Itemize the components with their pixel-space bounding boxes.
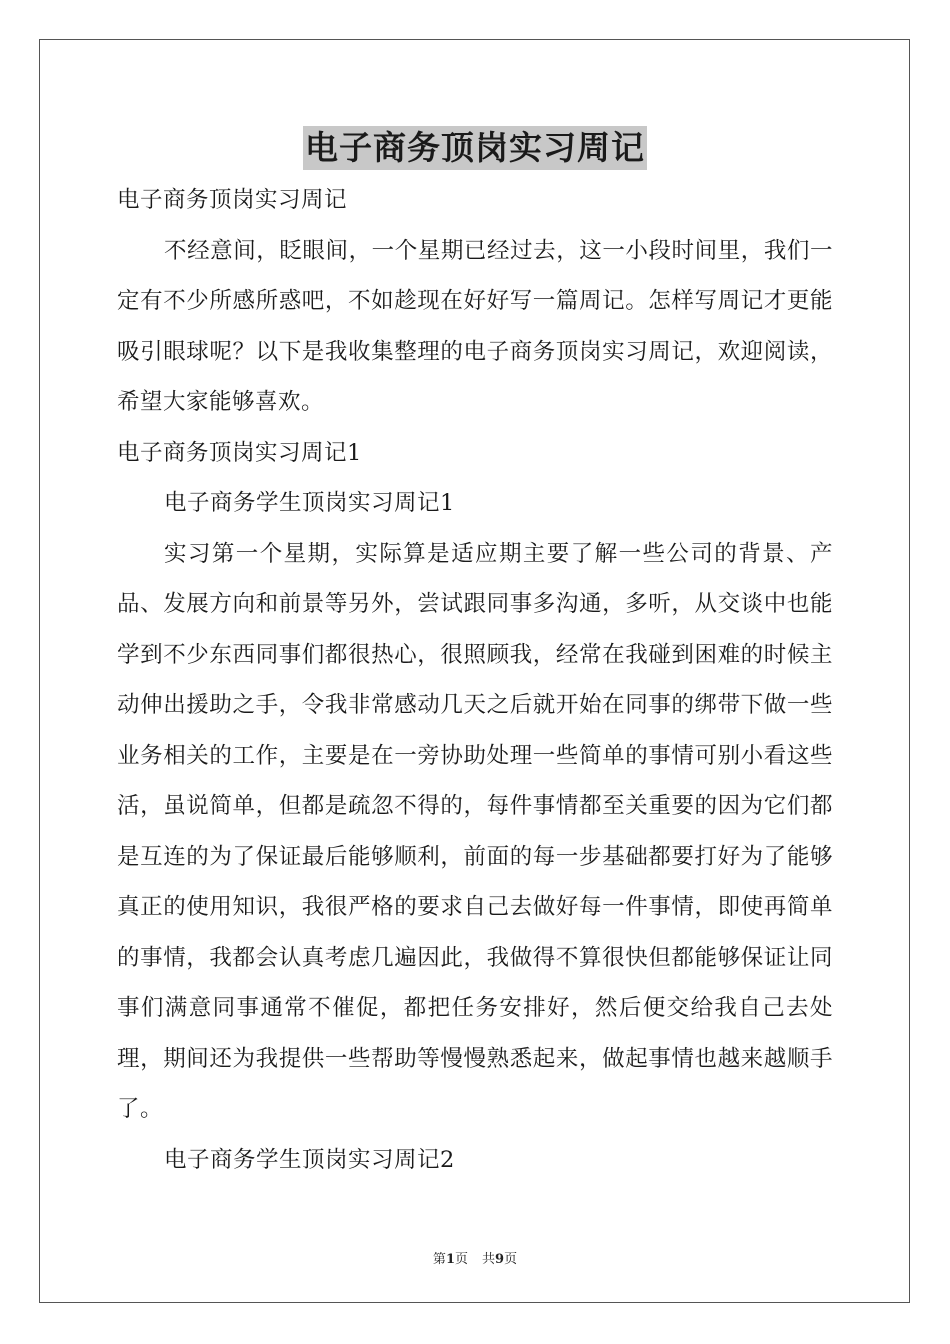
total-suffix: 页 (504, 1252, 518, 1267)
page-suffix: 页 (454, 1252, 468, 1267)
document-title (0, 126, 950, 170)
total-prefix: 共 (482, 1252, 496, 1267)
sub-heading-1: 电子商务学生顶岗实习周记1 (164, 490, 455, 516)
total-pages: 9 (495, 1252, 505, 1267)
sub-heading-2: 电子商务学生顶岗实习周记2 (164, 1146, 455, 1173)
document-title-text: 电子商务顶岗实习周记 (303, 126, 647, 170)
document-body (117, 175, 833, 1185)
subtitle-paragraph: 电子商务顶岗实习周记 (117, 187, 348, 213)
body-paragraph-1: 实习第一个星期，实际算是适应期主要了解一些公司的背景、产品、发展方向和前景等另外，尝试跟同事多沟通，多听，从交谈中也能学到不少东西同事们都很热心，很照顾我，经常在我碰到困难的时候主动伸出援助之手，令我非常感动几天之后就开始在同事的绑带下做一些业务相关的工作，主要是在一旁协助处理一些简单的事情可别小看这些活，虽说简单，但都是疏忽不得的，每件事情都至关重要的因为它们都是互连的为了保证最后能够顺利，前面的每一步基础都要打好为了能够真正的使用知识，我很严格的要求自己去做好每一件事情，即使再简单的事情，我都会认真考虑几遍因此，我做得不算很快但都能够保证让同事们满意同事通常不催促，都把任务安排好，然后便交给我自己去处理，期间还为我提供一些帮助等慢慢熟悉起来，做起事情也越来越顺手了。 (117, 540, 833, 1122)
page-prefix: 第 (432, 1252, 446, 1267)
page-footer (0, 1248, 950, 1267)
intro-paragraph: 不经意间，眨眼间，一个星期已经过去，这一小段时间里，我们一定有不少所感所惑吧，不如趁现在好好写一篇周记。怎样写周记才更能吸引眼球呢？以下是我收集整理的电子商务顶岗实习周记，欢迎阅读，希望大家能够喜欢。 (117, 237, 833, 415)
section-heading-1: 电子商务顶岗实习周记1 (117, 439, 362, 466)
page-number: 1 (445, 1252, 455, 1267)
